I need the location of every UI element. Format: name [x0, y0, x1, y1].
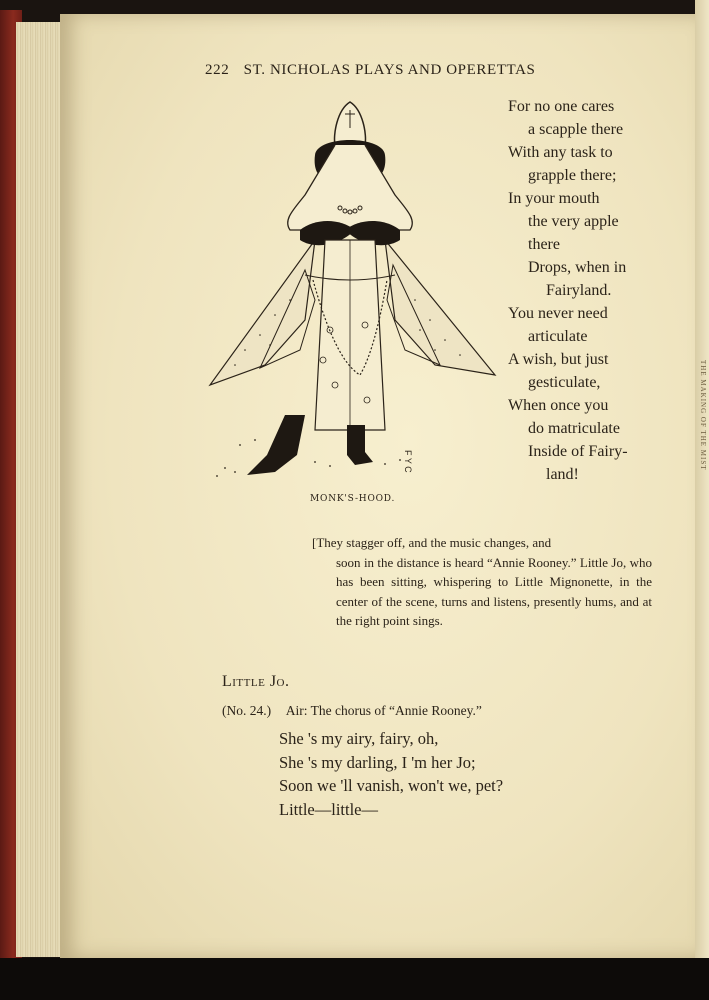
poem-stanza [508, 95, 688, 486]
poem-line: With any task to [508, 144, 613, 161]
monks-hood-illustration [205, 100, 500, 485]
poem-line: Drops, when in [528, 259, 627, 276]
page-number: 222 [205, 62, 230, 78]
poem-line: A wish, but just [508, 351, 609, 368]
stage-direction-first-line: [They stagger off, and the music changes, and [312, 535, 552, 550]
page-header [205, 62, 535, 79]
poem-line: grapple there; [528, 167, 617, 184]
poem-line: gesticulate, [528, 374, 601, 391]
speaker-name: Little Jo. [222, 673, 290, 690]
artist-signature: F Y C [403, 450, 413, 473]
spine-text: THE MAKING OF THE MIST [699, 360, 707, 471]
running-title: ST. NICHOLAS PLAYS AND OPERETTAS [243, 62, 536, 78]
poem-line: In your mouth [508, 190, 600, 207]
song-line: Soon we 'll vanish, won't we, pet? [279, 776, 504, 795]
poem-line: there [528, 236, 560, 253]
poem-line: articulate [528, 328, 588, 345]
stage-direction [312, 533, 652, 631]
song-number: (No. 24.) [222, 703, 272, 718]
poem-line: land! [546, 466, 579, 483]
song-line: Little—little— [279, 799, 378, 819]
poem-line: a scapple there [528, 121, 624, 138]
song-line: She 's my airy, fairy, oh, [279, 729, 439, 748]
poem-line: do matriculate [528, 420, 620, 437]
poem-line: Inside of Fairy- [528, 443, 628, 460]
air-text: Air: The chorus of “Annie Rooney.” [285, 703, 482, 718]
stage-direction-body: soon in the distance is heard “Annie Rooney.” Little Jo, who has been sitting, whispering to Little Mignonette, in the center of the scene, turns and listens, presently hums, and at the right point sings. [336, 554, 652, 628]
poem-line: Fairyland. [546, 282, 612, 299]
poem-line: For no one cares [508, 98, 615, 115]
poem-line: the very apple [528, 213, 619, 230]
poem-line: When once you [508, 397, 609, 414]
song-lyrics [279, 727, 503, 821]
poem-line: You never need [508, 305, 608, 322]
scan-bottom-band [0, 958, 709, 1000]
song-line: She 's my darling, I 'm her Jo; [279, 752, 476, 772]
figure-caption: MONK'S-HOOD. [310, 494, 396, 504]
air-line [222, 703, 482, 719]
